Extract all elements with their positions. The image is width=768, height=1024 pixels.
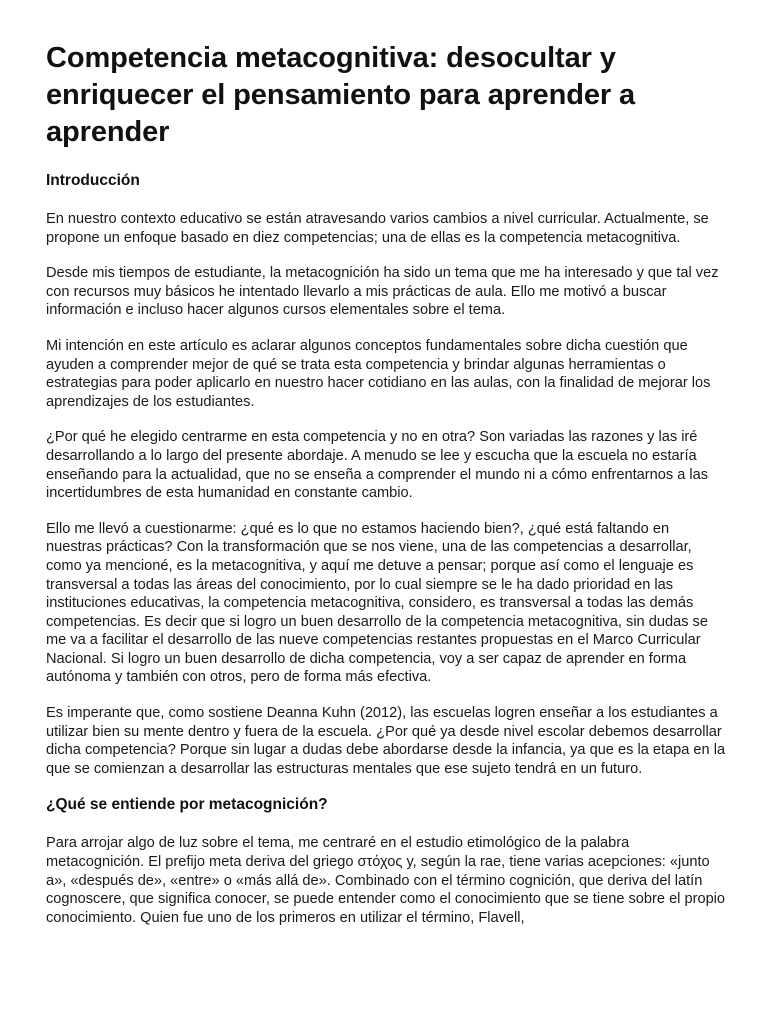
- paragraph: Para arrojar algo de luz sobre el tema, me centraré en el estudio etimológico de la palabra metacognición. El prefijo meta deriva del griego στόχος y, según la rae, tiene varias acepciones: «junto a», «después de», «entre» o «más allá de». Combinado con el término cognición, que deriva del latín cognoscere, que significa conocer, se puede entender como el conocimiento que se tiene sobre el propio conocimiento. Quien fue uno de los primeros en utilizar el término, Flavell,: [46, 835, 726, 926]
- paragraph: Es imperante que, como sostiene Deanna Kuhn (2012), las escuelas logren enseñar a los estudiantes a utilizar bien su mente dentro y fuera de la escuela. ¿Por qué ya desde nivel escolar debemos desarrollar dicha competencia? Porque sin lugar a dudas debe abordarse desde la infancia, ya que es la etapa en la que se comienzan a desarrollar las estructuras mentales que ese sujeto tendrá en un futuro.: [46, 705, 726, 777]
- paragraph: ¿Por qué he elegido centrarme en esta competencia y no en otra? Son variadas las razones y las iré desarrollando a lo largo del presente abordaje. A menudo se lee y escucha que la escuela no estaría enseñando para la actualidad, que no se enseña a comprender el mundo ni a cómo enfrentarnos a las incertidumbres de esta humanidad en constante cambio.: [46, 429, 709, 502]
- section-heading: Introducción: [46, 172, 140, 189]
- paragraph: Desde mis tiempos de estudiante, la metacognición ha sido un tema que me ha interesado y que tal vez con recursos muy básicos he intentado llevarlo a mis prácticas de aula. Ello me motivó a buscar información e incluso hacer algunos cursos elementales sobre el tema.: [46, 265, 719, 319]
- section-introduccion: [46, 171, 726, 778]
- paragraph: En nuestro contexto educativo se están atravesando varios cambios a nivel curricular. Actualmente, se propone un enfoque basado en diez competencias; una de ellas es la competencia metacognitiva.: [46, 211, 709, 246]
- section-que-se-entiende: [46, 795, 726, 927]
- paragraph: Ello me llevó a cuestionarme: ¿qué es lo que no estamos haciendo bien?, ¿qué está faltando en nuestras prácticas? Con la transformación que se nos viene, una de las competencias a desarrollar, como ya mencioné, es la metacognitiva, y aquí me detuve a pensar; porque así como el lenguaje es transversal a todas las áreas del conocimiento, por lo cual siempre se le ha dado prioridad en las instituciones educativas, la competencia metacognitiva, considero, es transversal a todas las demás competencias. Es decir que si logro un buen desarrollo de la competencia metacognitiva, sin dudas se me va a facilitar el desarrollo de las nueve competencias restantes propuestas en el Marco Curricular Nacional. Si logro un buen desarrollo de dicha competencia, voy a ser capaz de aprender en forma autónoma y también con otros, pero de forma más efectiva.: [46, 520, 708, 686]
- section-heading: ¿Qué se entiende por metacognición?: [46, 796, 328, 814]
- paragraph: Mi intención en este artículo es aclarar algunos conceptos fundamentales sobre dicha cuestión que ayuden a comprender mejor de qué se trata esta competencia y brindar algunas herramientas o estrategias para poder aplicarlo en nuestro hacer cotidiano en las aulas, con la finalidad de mejorar los aprendizajes de los estudiantes.: [46, 337, 711, 410]
- article-title: Competencia metacognitiva: desocultar y enriquecer el pensamiento para aprender a aprender: [46, 42, 636, 148]
- article: [46, 40, 726, 944]
